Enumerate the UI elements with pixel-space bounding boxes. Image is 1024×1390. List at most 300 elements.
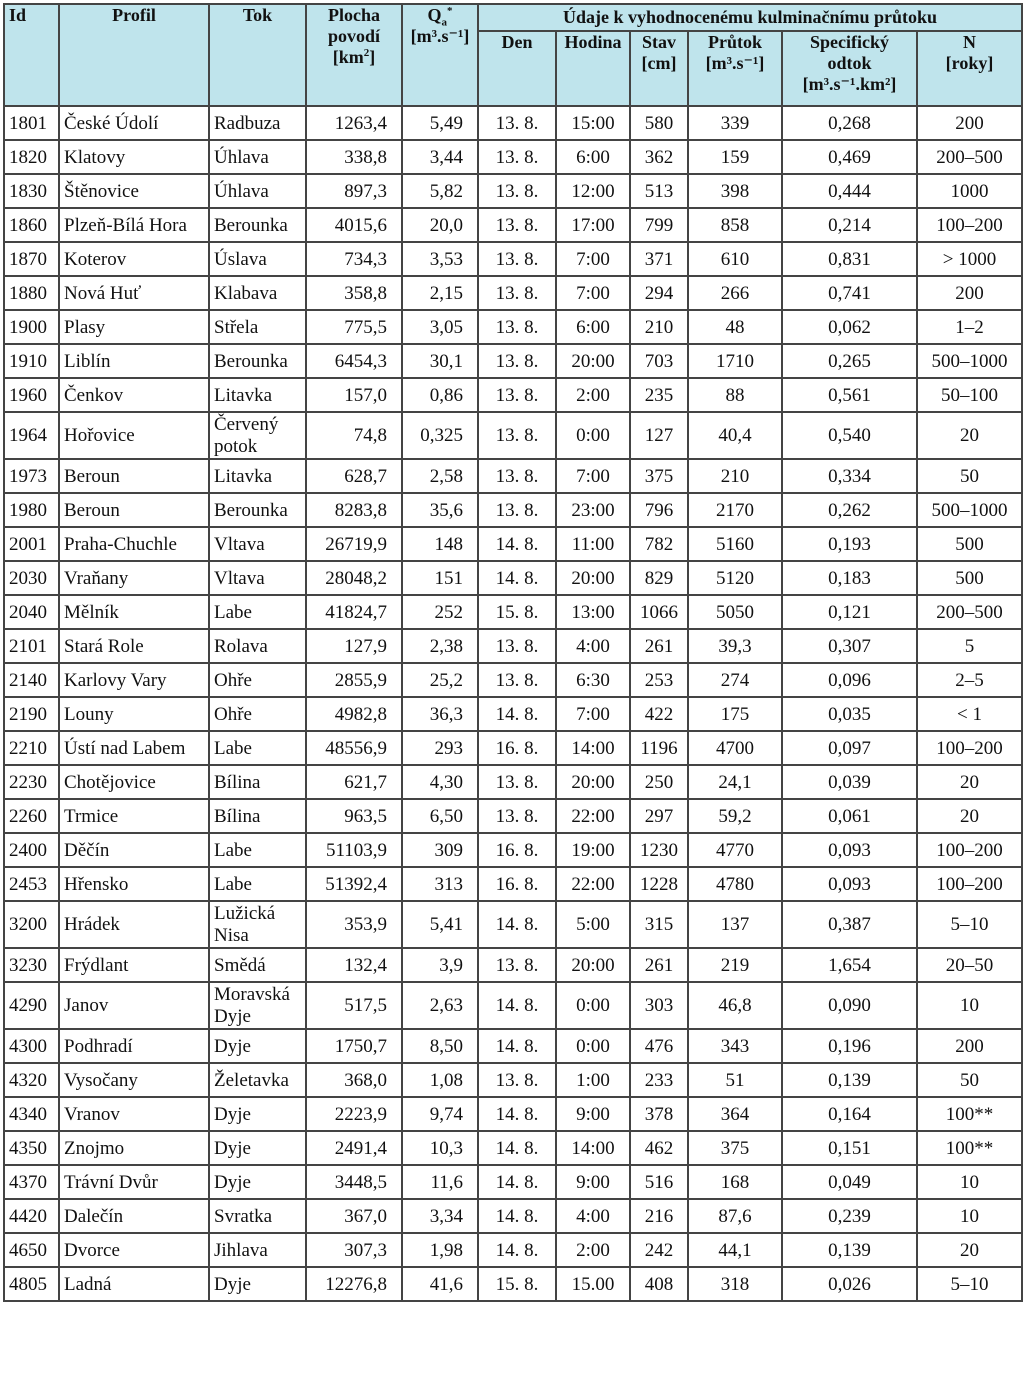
table-row bbox=[4, 1063, 1022, 1097]
table-row bbox=[4, 833, 1022, 867]
cell-den: 14. 8. bbox=[478, 1131, 556, 1165]
cell-profil: Dvorce bbox=[59, 1233, 209, 1267]
cell-tok: Úslava bbox=[209, 242, 306, 276]
cell-plocha: 4982,8 bbox=[306, 697, 402, 731]
cell-n: 50 bbox=[917, 1063, 1022, 1097]
cell-specificky-odtok: 0,061 bbox=[782, 799, 917, 833]
flood-table-container bbox=[3, 3, 1021, 1302]
header-qa: $Q_a^*$ [m³.s⁻¹] bbox=[402, 4, 478, 106]
cell-stav: 1228 bbox=[630, 867, 688, 901]
cell-qa: 11,6 bbox=[402, 1165, 478, 1199]
cell-id: 2210 bbox=[4, 731, 59, 765]
cell-hodina: 20:00 bbox=[556, 765, 630, 799]
cell-profil: Chotějovice bbox=[59, 765, 209, 799]
table-row bbox=[4, 527, 1022, 561]
cell-hodina: 6:00 bbox=[556, 140, 630, 174]
cell-hodina: 1:00 bbox=[556, 1063, 630, 1097]
cell-hodina: 0:00 bbox=[556, 982, 630, 1029]
cell-stav: 315 bbox=[630, 901, 688, 948]
cell-stav: 1066 bbox=[630, 595, 688, 629]
cell-hodina: 17:00 bbox=[556, 208, 630, 242]
cell-plocha: 2855,9 bbox=[306, 663, 402, 697]
cell-n: 100** bbox=[917, 1131, 1022, 1165]
cell-id: 2230 bbox=[4, 765, 59, 799]
cell-specificky-odtok: 0,093 bbox=[782, 833, 917, 867]
cell-qa: 2,58 bbox=[402, 459, 478, 493]
cell-den: 13. 8. bbox=[478, 765, 556, 799]
cell-id: 1830 bbox=[4, 174, 59, 208]
cell-stav: 1230 bbox=[630, 833, 688, 867]
cell-prutok: 219 bbox=[688, 948, 782, 982]
cell-n: 100–200 bbox=[917, 833, 1022, 867]
cell-tok: Dyje bbox=[209, 1131, 306, 1165]
table-row bbox=[4, 867, 1022, 901]
cell-den: 16. 8. bbox=[478, 833, 556, 867]
cell-specificky-odtok: 0,097 bbox=[782, 731, 917, 765]
cell-den: 13. 8. bbox=[478, 629, 556, 663]
cell-stav: 513 bbox=[630, 174, 688, 208]
cell-qa: 25,2 bbox=[402, 663, 478, 697]
cell-tok: Úhlava bbox=[209, 140, 306, 174]
cell-tok: Rolava bbox=[209, 629, 306, 663]
cell-prutok: 24,1 bbox=[688, 765, 782, 799]
cell-den: 14. 8. bbox=[478, 1165, 556, 1199]
cell-qa: 151 bbox=[402, 561, 478, 595]
cell-qa: 148 bbox=[402, 527, 478, 561]
cell-den: 13. 8. bbox=[478, 242, 556, 276]
cell-den: 13. 8. bbox=[478, 493, 556, 527]
cell-prutok: 274 bbox=[688, 663, 782, 697]
cell-id: 2040 bbox=[4, 595, 59, 629]
table-row bbox=[4, 799, 1022, 833]
cell-specificky-odtok: 0,039 bbox=[782, 765, 917, 799]
table-row bbox=[4, 1029, 1022, 1063]
cell-id: 4805 bbox=[4, 1267, 59, 1301]
cell-den: 13. 8. bbox=[478, 459, 556, 493]
cell-prutok: 858 bbox=[688, 208, 782, 242]
cell-plocha: 3448,5 bbox=[306, 1165, 402, 1199]
cell-qa: 3,44 bbox=[402, 140, 478, 174]
table-body bbox=[4, 106, 1022, 1301]
cell-n: 500–1000 bbox=[917, 493, 1022, 527]
cell-hodina: 23:00 bbox=[556, 493, 630, 527]
cell-prutok: 318 bbox=[688, 1267, 782, 1301]
header-profil: Profil bbox=[59, 4, 209, 106]
cell-qa: 3,53 bbox=[402, 242, 478, 276]
cell-stav: 250 bbox=[630, 765, 688, 799]
cell-n: 100–200 bbox=[917, 731, 1022, 765]
table-row bbox=[4, 595, 1022, 629]
cell-tok: Berounka bbox=[209, 208, 306, 242]
cell-plocha: 628,7 bbox=[306, 459, 402, 493]
cell-tok: Svratka bbox=[209, 1199, 306, 1233]
cell-tok: Úhlava bbox=[209, 174, 306, 208]
cell-qa: 5,49 bbox=[402, 106, 478, 140]
cell-profil: Čenkov bbox=[59, 378, 209, 412]
cell-den: 13. 8. bbox=[478, 310, 556, 344]
cell-stav: 253 bbox=[630, 663, 688, 697]
cell-plocha: 734,3 bbox=[306, 242, 402, 276]
cell-qa: 35,6 bbox=[402, 493, 478, 527]
table-row bbox=[4, 412, 1022, 459]
cell-hodina: 19:00 bbox=[556, 833, 630, 867]
cell-n: 200–500 bbox=[917, 595, 1022, 629]
cell-qa: 8,50 bbox=[402, 1029, 478, 1063]
cell-id: 2001 bbox=[4, 527, 59, 561]
cell-profil: Praha-Chuchle bbox=[59, 527, 209, 561]
cell-plocha: 1750,7 bbox=[306, 1029, 402, 1063]
table-row bbox=[4, 731, 1022, 765]
cell-id: 4350 bbox=[4, 1131, 59, 1165]
cell-qa: 3,05 bbox=[402, 310, 478, 344]
cell-prutok: 4700 bbox=[688, 731, 782, 765]
cell-plocha: 1263,4 bbox=[306, 106, 402, 140]
cell-hodina: 6:30 bbox=[556, 663, 630, 697]
cell-plocha: 132,4 bbox=[306, 948, 402, 982]
table-row bbox=[4, 901, 1022, 948]
cell-plocha: 74,8 bbox=[306, 412, 402, 459]
cell-id: 4340 bbox=[4, 1097, 59, 1131]
table-row bbox=[4, 629, 1022, 663]
cell-n: 200 bbox=[917, 1029, 1022, 1063]
cell-hodina: 7:00 bbox=[556, 459, 630, 493]
cell-specificky-odtok: 0,026 bbox=[782, 1267, 917, 1301]
header-plocha: Plocha povodí $[km^2]$ bbox=[306, 4, 402, 106]
cell-id: 2260 bbox=[4, 799, 59, 833]
cell-profil: Karlovy Vary bbox=[59, 663, 209, 697]
cell-tok: Labe bbox=[209, 731, 306, 765]
cell-den: 14. 8. bbox=[478, 982, 556, 1029]
cell-tok: Bílina bbox=[209, 799, 306, 833]
cell-plocha: 51103,9 bbox=[306, 833, 402, 867]
cell-plocha: 6454,3 bbox=[306, 344, 402, 378]
cell-profil: Vraňany bbox=[59, 561, 209, 595]
cell-prutok: 39,3 bbox=[688, 629, 782, 663]
cell-tok: Smědá bbox=[209, 948, 306, 982]
cell-specificky-odtok: 0,183 bbox=[782, 561, 917, 595]
cell-profil: Nová Huť bbox=[59, 276, 209, 310]
cell-hodina: 15.00 bbox=[556, 1267, 630, 1301]
cell-id: 1964 bbox=[4, 412, 59, 459]
cell-den: 14. 8. bbox=[478, 527, 556, 561]
cell-den: 13. 8. bbox=[478, 276, 556, 310]
cell-hodina: 15:00 bbox=[556, 106, 630, 140]
table-row bbox=[4, 561, 1022, 595]
cell-stav: 261 bbox=[630, 948, 688, 982]
cell-den: 13. 8. bbox=[478, 663, 556, 697]
cell-den: 14. 8. bbox=[478, 1097, 556, 1131]
cell-qa: 5,41 bbox=[402, 901, 478, 948]
cell-stav: 303 bbox=[630, 982, 688, 1029]
cell-tok: Radbuza bbox=[209, 106, 306, 140]
cell-specificky-odtok: 0,151 bbox=[782, 1131, 917, 1165]
cell-n: 20 bbox=[917, 799, 1022, 833]
cell-prutok: 398 bbox=[688, 174, 782, 208]
cell-qa: 4,30 bbox=[402, 765, 478, 799]
cell-n: 200 bbox=[917, 106, 1022, 140]
cell-profil: Hořovice bbox=[59, 412, 209, 459]
table-row bbox=[4, 1233, 1022, 1267]
cell-specificky-odtok: 0,831 bbox=[782, 242, 917, 276]
cell-qa: 6,50 bbox=[402, 799, 478, 833]
cell-specificky-odtok: 0,049 bbox=[782, 1165, 917, 1199]
cell-n: 20–50 bbox=[917, 948, 1022, 982]
cell-den: 16. 8. bbox=[478, 731, 556, 765]
table-row bbox=[4, 276, 1022, 310]
cell-stav: 829 bbox=[630, 561, 688, 595]
cell-hodina: 14:00 bbox=[556, 1131, 630, 1165]
cell-stav: 580 bbox=[630, 106, 688, 140]
cell-tok: Dyje bbox=[209, 1097, 306, 1131]
cell-stav: 242 bbox=[630, 1233, 688, 1267]
cell-id: 1880 bbox=[4, 276, 59, 310]
cell-specificky-odtok: 0,093 bbox=[782, 867, 917, 901]
table-row bbox=[4, 1267, 1022, 1301]
cell-qa: 293 bbox=[402, 731, 478, 765]
cell-qa: 0,86 bbox=[402, 378, 478, 412]
cell-plocha: 4015,6 bbox=[306, 208, 402, 242]
cell-n: 20 bbox=[917, 1233, 1022, 1267]
cell-hodina: 7:00 bbox=[556, 697, 630, 731]
cell-hodina: 22:00 bbox=[556, 799, 630, 833]
cell-id: 2453 bbox=[4, 867, 59, 901]
cell-den: 14. 8. bbox=[478, 697, 556, 731]
cell-id: 4300 bbox=[4, 1029, 59, 1063]
cell-specificky-odtok: 0,090 bbox=[782, 982, 917, 1029]
cell-prutok: 48 bbox=[688, 310, 782, 344]
cell-specificky-odtok: 0,196 bbox=[782, 1029, 917, 1063]
cell-hodina: 7:00 bbox=[556, 242, 630, 276]
cell-den: 13. 8. bbox=[478, 1063, 556, 1097]
cell-prutok: 168 bbox=[688, 1165, 782, 1199]
cell-prutok: 44,1 bbox=[688, 1233, 782, 1267]
cell-stav: 378 bbox=[630, 1097, 688, 1131]
cell-prutok: 46,8 bbox=[688, 982, 782, 1029]
cell-n: 2–5 bbox=[917, 663, 1022, 697]
cell-n: 50 bbox=[917, 459, 1022, 493]
cell-profil: Mělník bbox=[59, 595, 209, 629]
cell-stav: 127 bbox=[630, 412, 688, 459]
cell-tok: Jihlava bbox=[209, 1233, 306, 1267]
cell-prutok: 5120 bbox=[688, 561, 782, 595]
cell-profil: Trávní Dvůr bbox=[59, 1165, 209, 1199]
header-specificky-odtok: Specifický odtok [m³.s⁻¹.km²] bbox=[782, 31, 917, 106]
cell-stav: 782 bbox=[630, 527, 688, 561]
cell-den: 14. 8. bbox=[478, 561, 556, 595]
cell-profil: Děčín bbox=[59, 833, 209, 867]
header-tok: Tok bbox=[209, 4, 306, 106]
cell-profil: Janov bbox=[59, 982, 209, 1029]
cell-hodina: 9:00 bbox=[556, 1097, 630, 1131]
cell-tok: Labe bbox=[209, 595, 306, 629]
cell-plocha: 621,7 bbox=[306, 765, 402, 799]
cell-id: 1801 bbox=[4, 106, 59, 140]
cell-qa: 1,08 bbox=[402, 1063, 478, 1097]
cell-n: 10 bbox=[917, 1165, 1022, 1199]
cell-id: 1910 bbox=[4, 344, 59, 378]
cell-plocha: 307,3 bbox=[306, 1233, 402, 1267]
cell-stav: 261 bbox=[630, 629, 688, 663]
cell-plocha: 368,0 bbox=[306, 1063, 402, 1097]
cell-id: 1900 bbox=[4, 310, 59, 344]
cell-plocha: 2491,4 bbox=[306, 1131, 402, 1165]
cell-den: 13. 8. bbox=[478, 948, 556, 982]
cell-id: 2190 bbox=[4, 697, 59, 731]
header-n: N [roky] bbox=[917, 31, 1022, 106]
cell-qa: 10,3 bbox=[402, 1131, 478, 1165]
cell-tok: Klabava bbox=[209, 276, 306, 310]
cell-n: 100–200 bbox=[917, 208, 1022, 242]
table-row bbox=[4, 310, 1022, 344]
table-row bbox=[4, 1165, 1022, 1199]
cell-prutok: 210 bbox=[688, 459, 782, 493]
cell-id: 2101 bbox=[4, 629, 59, 663]
cell-prutok: 266 bbox=[688, 276, 782, 310]
cell-specificky-odtok: 0,741 bbox=[782, 276, 917, 310]
cell-tok: Vltava bbox=[209, 527, 306, 561]
cell-profil: Plasy bbox=[59, 310, 209, 344]
cell-stav: 294 bbox=[630, 276, 688, 310]
cell-id: 4320 bbox=[4, 1063, 59, 1097]
cell-den: 13. 8. bbox=[478, 140, 556, 174]
cell-prutok: 5050 bbox=[688, 595, 782, 629]
cell-n: 200 bbox=[917, 276, 1022, 310]
cell-stav: 796 bbox=[630, 493, 688, 527]
table-row bbox=[4, 663, 1022, 697]
table-row bbox=[4, 493, 1022, 527]
cell-specificky-odtok: 0,139 bbox=[782, 1063, 917, 1097]
header-id: Id bbox=[4, 4, 59, 106]
cell-id: 3230 bbox=[4, 948, 59, 982]
cell-prutok: 137 bbox=[688, 901, 782, 948]
cell-plocha: 897,3 bbox=[306, 174, 402, 208]
table-row bbox=[4, 948, 1022, 982]
cell-tok: Lužická Nisa bbox=[209, 901, 306, 948]
cell-hodina: 6:00 bbox=[556, 310, 630, 344]
cell-id: 2030 bbox=[4, 561, 59, 595]
flood-peak-table bbox=[3, 3, 1023, 1302]
cell-profil: Stará Role bbox=[59, 629, 209, 663]
cell-specificky-odtok: 0,193 bbox=[782, 527, 917, 561]
cell-id: 4290 bbox=[4, 982, 59, 1029]
cell-n: 20 bbox=[917, 765, 1022, 799]
cell-den: 16. 8. bbox=[478, 867, 556, 901]
cell-tok: Dyje bbox=[209, 1029, 306, 1063]
cell-qa: 36,3 bbox=[402, 697, 478, 731]
cell-profil: Liblín bbox=[59, 344, 209, 378]
cell-profil: Louny bbox=[59, 697, 209, 731]
cell-id: 1820 bbox=[4, 140, 59, 174]
table-row bbox=[4, 140, 1022, 174]
cell-hodina: 0:00 bbox=[556, 1029, 630, 1063]
table-row bbox=[4, 459, 1022, 493]
cell-profil: Štěnovice bbox=[59, 174, 209, 208]
cell-stav: 235 bbox=[630, 378, 688, 412]
cell-hodina: 4:00 bbox=[556, 629, 630, 663]
cell-tok: Bílina bbox=[209, 765, 306, 799]
cell-stav: 210 bbox=[630, 310, 688, 344]
cell-prutok: 40,4 bbox=[688, 412, 782, 459]
cell-stav: 703 bbox=[630, 344, 688, 378]
cell-profil: Ladná bbox=[59, 1267, 209, 1301]
cell-plocha: 157,0 bbox=[306, 378, 402, 412]
cell-profil: Plzeň-Bílá Hora bbox=[59, 208, 209, 242]
table-row bbox=[4, 697, 1022, 731]
cell-n: 500 bbox=[917, 561, 1022, 595]
cell-specificky-odtok: 0,268 bbox=[782, 106, 917, 140]
cell-profil: Dalečín bbox=[59, 1199, 209, 1233]
cell-stav: 422 bbox=[630, 697, 688, 731]
table-row bbox=[4, 982, 1022, 1029]
cell-specificky-odtok: 0,540 bbox=[782, 412, 917, 459]
cell-n: 10 bbox=[917, 1199, 1022, 1233]
cell-n: 200–500 bbox=[917, 140, 1022, 174]
cell-specificky-odtok: 0,561 bbox=[782, 378, 917, 412]
cell-qa: 3,34 bbox=[402, 1199, 478, 1233]
cell-n: > 1000 bbox=[917, 242, 1022, 276]
cell-plocha: 353,9 bbox=[306, 901, 402, 948]
cell-profil: Vysočany bbox=[59, 1063, 209, 1097]
cell-plocha: 127,9 bbox=[306, 629, 402, 663]
cell-profil: Frýdlant bbox=[59, 948, 209, 982]
cell-qa: 309 bbox=[402, 833, 478, 867]
cell-profil: Beroun bbox=[59, 459, 209, 493]
cell-tok: Labe bbox=[209, 867, 306, 901]
cell-id: 1870 bbox=[4, 242, 59, 276]
cell-hodina: 13:00 bbox=[556, 595, 630, 629]
cell-qa: 313 bbox=[402, 867, 478, 901]
cell-den: 13. 8. bbox=[478, 378, 556, 412]
cell-id: 3200 bbox=[4, 901, 59, 948]
cell-den: 13. 8. bbox=[478, 412, 556, 459]
cell-n: 10 bbox=[917, 982, 1022, 1029]
cell-qa: 2,38 bbox=[402, 629, 478, 663]
table-row bbox=[4, 242, 1022, 276]
cell-hodina: 7:00 bbox=[556, 276, 630, 310]
cell-n: 5–10 bbox=[917, 901, 1022, 948]
cell-tok: Labe bbox=[209, 833, 306, 867]
cell-prutok: 88 bbox=[688, 378, 782, 412]
table-row bbox=[4, 344, 1022, 378]
cell-n: 50–100 bbox=[917, 378, 1022, 412]
header-group-kulminace: Údaje k vyhodnocenému kulminačnímu průtoku bbox=[478, 4, 1022, 31]
cell-hodina: 4:00 bbox=[556, 1199, 630, 1233]
cell-tok: Ohře bbox=[209, 663, 306, 697]
cell-plocha: 367,0 bbox=[306, 1199, 402, 1233]
table-row bbox=[4, 1097, 1022, 1131]
cell-qa: 252 bbox=[402, 595, 478, 629]
cell-profil: Koterov bbox=[59, 242, 209, 276]
cell-prutok: 375 bbox=[688, 1131, 782, 1165]
cell-plocha: 775,5 bbox=[306, 310, 402, 344]
cell-specificky-odtok: 0,062 bbox=[782, 310, 917, 344]
cell-specificky-odtok: 0,139 bbox=[782, 1233, 917, 1267]
cell-n: 5–10 bbox=[917, 1267, 1022, 1301]
cell-hodina: 20:00 bbox=[556, 344, 630, 378]
cell-tok: Berounka bbox=[209, 344, 306, 378]
cell-den: 13. 8. bbox=[478, 799, 556, 833]
cell-stav: 799 bbox=[630, 208, 688, 242]
cell-hodina: 5:00 bbox=[556, 901, 630, 948]
table-row bbox=[4, 765, 1022, 799]
cell-specificky-odtok: 0,121 bbox=[782, 595, 917, 629]
cell-n: 1000 bbox=[917, 174, 1022, 208]
cell-profil: Trmice bbox=[59, 799, 209, 833]
cell-profil: Klatovy bbox=[59, 140, 209, 174]
cell-profil: Podhradí bbox=[59, 1029, 209, 1063]
cell-den: 14. 8. bbox=[478, 1199, 556, 1233]
header-den: Den bbox=[478, 31, 556, 106]
